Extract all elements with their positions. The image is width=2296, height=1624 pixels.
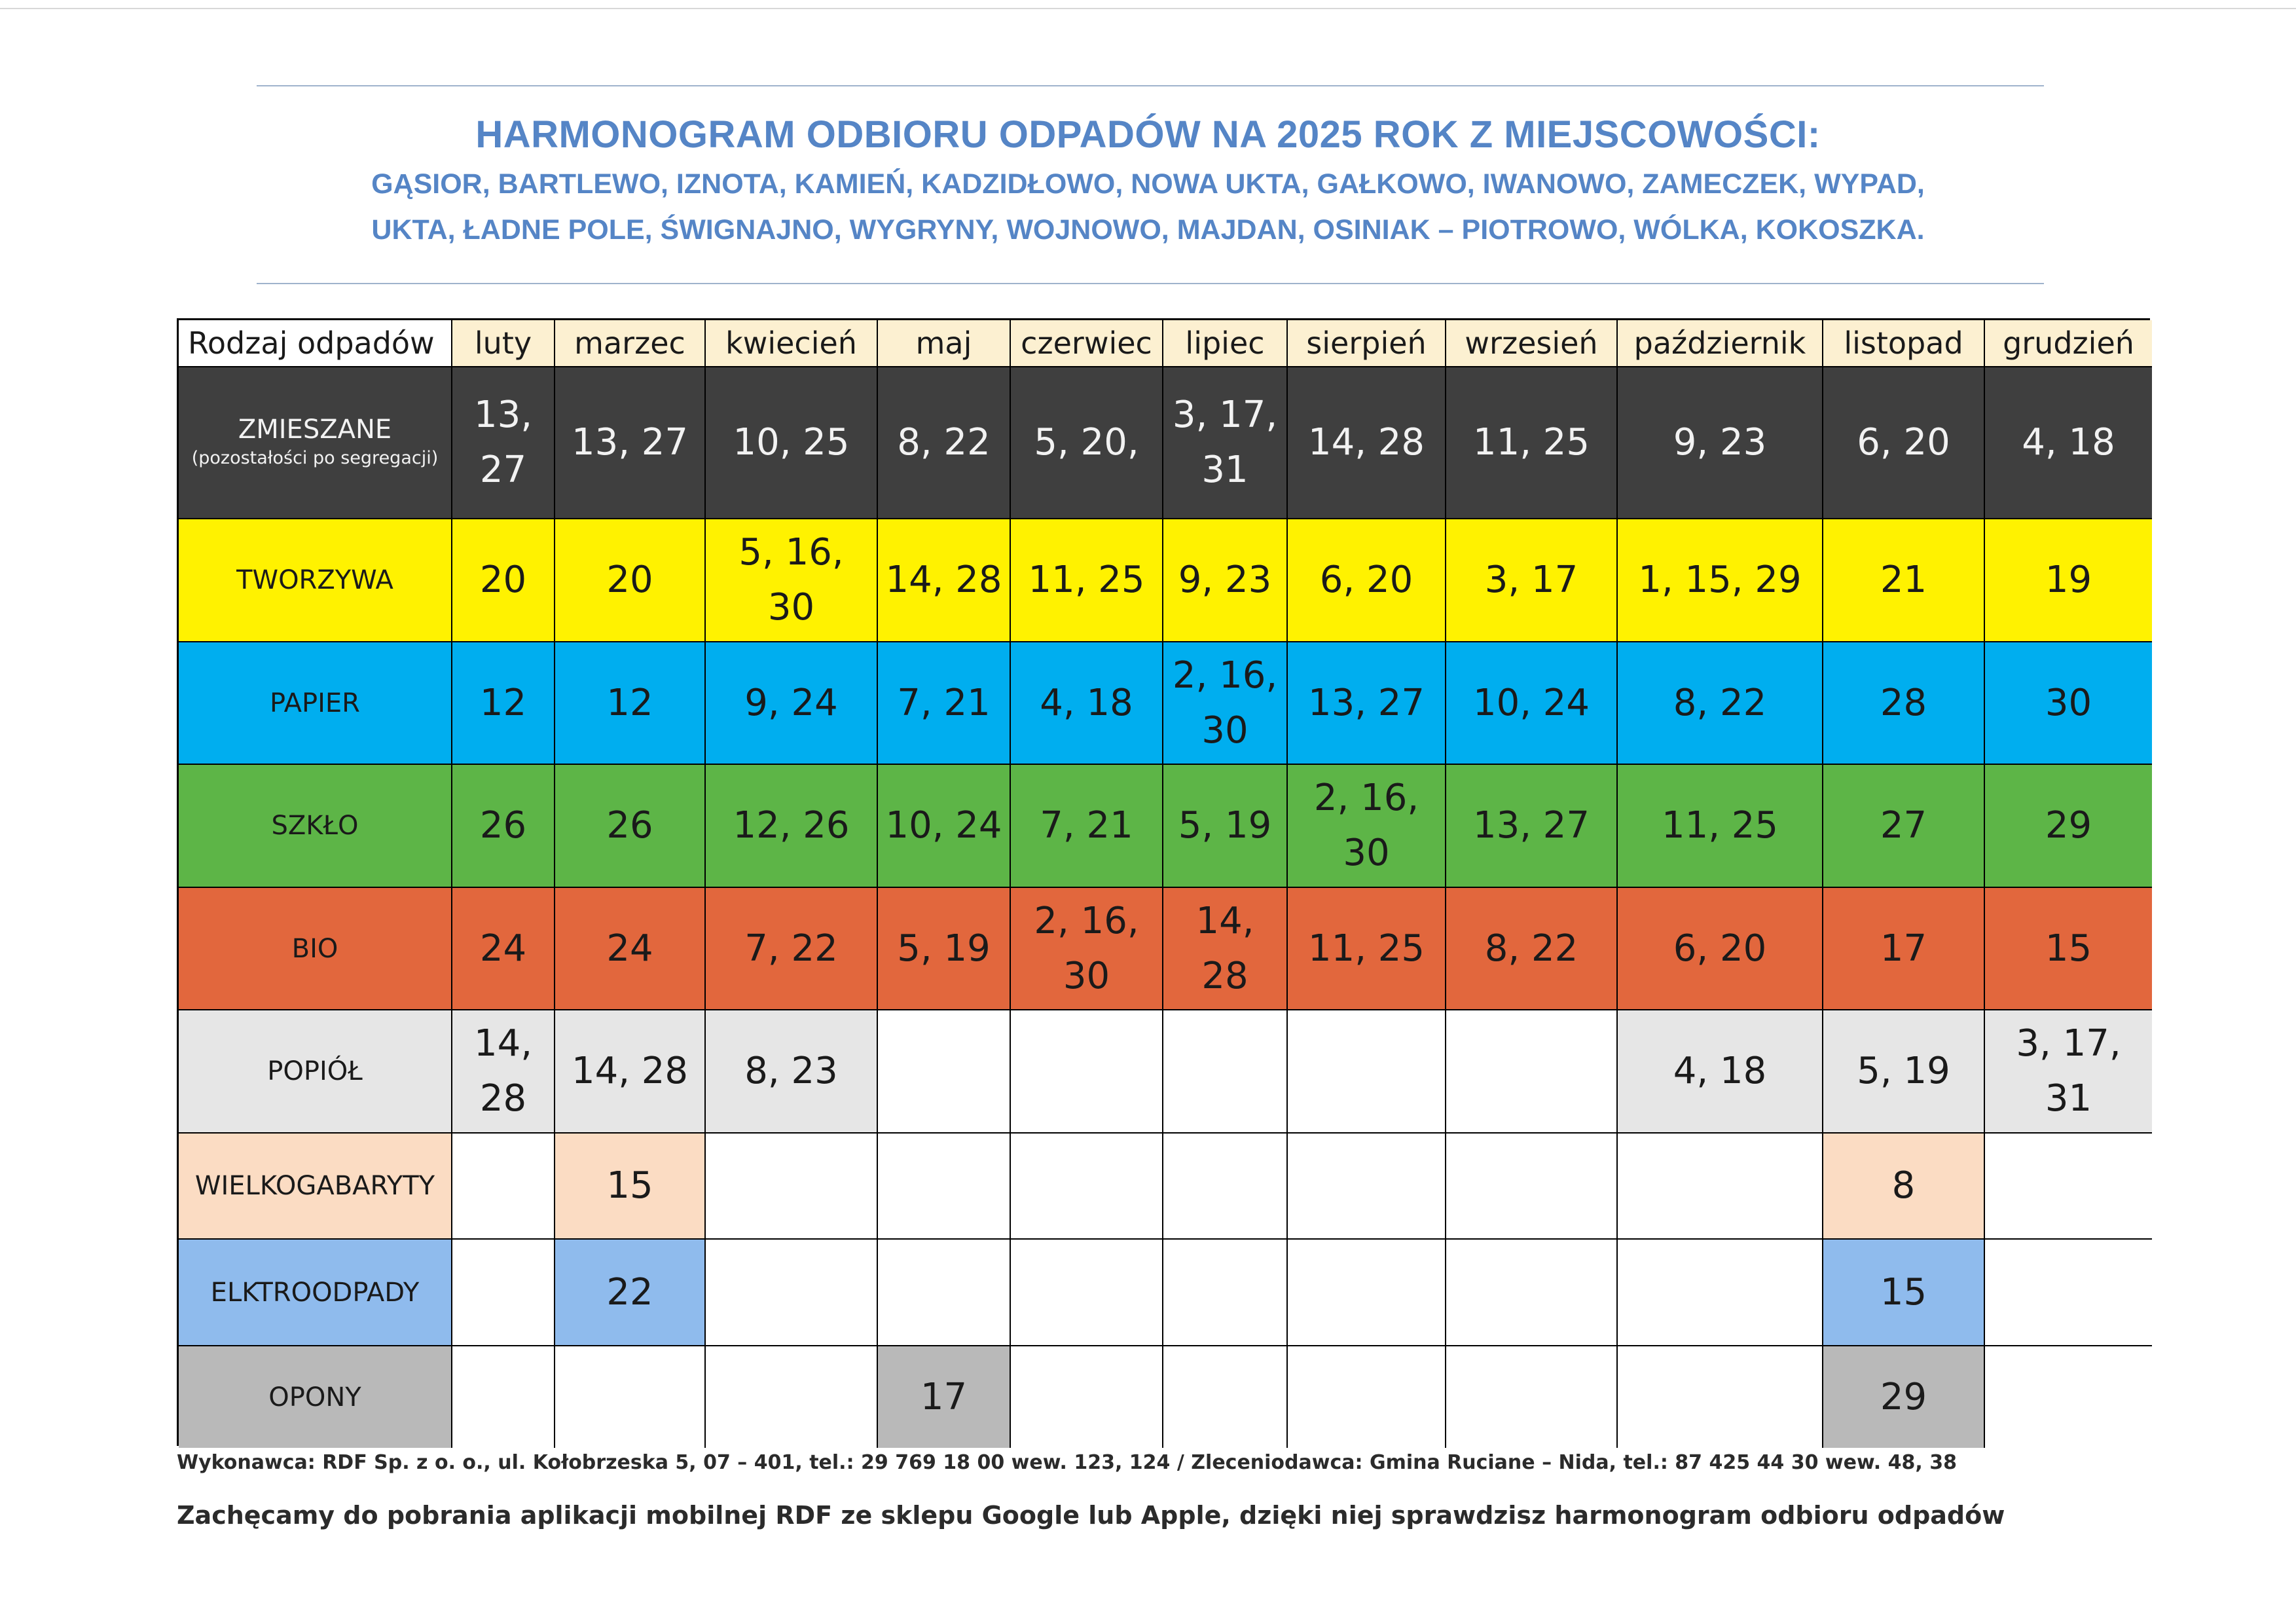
pickup-dates-bio-grudzien: 15 bbox=[1985, 888, 2152, 1010]
pickup-dates-wielkogabaryty-maj bbox=[878, 1134, 1011, 1240]
waste-type-label: WIELKOGABARYTY bbox=[194, 1171, 435, 1201]
waste-type-label: ELKTROODPADY bbox=[210, 1277, 420, 1308]
pickup-dates-zmieszane-marzec: 13, 27 bbox=[555, 367, 706, 519]
waste-type-tworzywa bbox=[179, 519, 452, 642]
pickup-dates-elektroodpady-lipiec bbox=[1163, 1240, 1288, 1346]
pickup-dates-popiol-kwiecien: 8, 23 bbox=[706, 1010, 878, 1134]
pickup-dates-papier-czerwiec: 4, 18 bbox=[1011, 642, 1163, 765]
pickup-dates-wielkogabaryty-kwiecien bbox=[706, 1134, 878, 1240]
waste-type-papier bbox=[179, 642, 452, 765]
pickup-dates-popiol-grudzien: 3, 17, 31 bbox=[1985, 1010, 2152, 1134]
pickup-dates-elektroodpady-kwiecien bbox=[706, 1240, 878, 1346]
pickup-dates-popiol-sierpien bbox=[1288, 1010, 1446, 1134]
pickup-dates-tworzywa-wrzesien: 3, 17 bbox=[1446, 519, 1618, 642]
page-title: HARMONOGRAM ODBIORU ODPADÓW NA 2025 ROK Z MIEJSCOWOŚCI: bbox=[475, 113, 1821, 156]
pickup-dates-opony-czerwiec bbox=[1011, 1346, 1163, 1448]
pickup-dates-popiol-marzec: 14, 28 bbox=[555, 1010, 706, 1134]
pickup-dates-szklo-grudzien: 29 bbox=[1985, 765, 2152, 888]
waste-collection-schedule-table bbox=[177, 318, 2150, 1446]
month-header-grudzien: grudzień bbox=[1985, 320, 2152, 367]
pickup-dates-opony-pazdziernik bbox=[1618, 1346, 1823, 1448]
waste-type-header: Rodzaj odpadów bbox=[179, 320, 452, 367]
pickup-dates-tworzywa-listopad: 21 bbox=[1823, 519, 1985, 642]
pickup-dates-zmieszane-grudzien: 4, 18 bbox=[1985, 367, 2152, 519]
pickup-dates-wielkogabaryty-grudzien bbox=[1985, 1134, 2152, 1240]
title-block bbox=[0, 110, 2296, 251]
month-header-marzec: marzec bbox=[555, 320, 706, 367]
pickup-dates-tworzywa-luty: 20 bbox=[452, 519, 555, 642]
pickup-dates-zmieszane-pazdziernik: 9, 23 bbox=[1618, 367, 1823, 519]
pickup-dates-elektroodpady-luty bbox=[452, 1240, 555, 1346]
pickup-dates-elektroodpady-czerwiec bbox=[1011, 1240, 1163, 1346]
scan-edge-line bbox=[0, 8, 2296, 9]
pickup-dates-papier-marzec: 12 bbox=[555, 642, 706, 765]
waste-type-label: PAPIER bbox=[270, 688, 360, 718]
pickup-dates-opony-wrzesien bbox=[1446, 1346, 1618, 1448]
waste-type-popiol bbox=[179, 1010, 452, 1134]
pickup-dates-bio-luty: 24 bbox=[452, 888, 555, 1010]
waste-type-elektroodpady bbox=[179, 1240, 452, 1346]
pickup-dates-szklo-wrzesien: 13, 27 bbox=[1446, 765, 1618, 888]
pickup-dates-szklo-lipiec: 5, 19 bbox=[1163, 765, 1288, 888]
pickup-dates-szklo-listopad: 27 bbox=[1823, 765, 1985, 888]
pickup-dates-wielkogabaryty-sierpien bbox=[1288, 1134, 1446, 1240]
pickup-dates-wielkogabaryty-marzec: 15 bbox=[555, 1134, 706, 1240]
pickup-dates-popiol-lipiec bbox=[1163, 1010, 1288, 1134]
pickup-dates-tworzywa-czerwiec: 11, 25 bbox=[1011, 519, 1163, 642]
pickup-dates-papier-sierpien: 13, 27 bbox=[1288, 642, 1446, 765]
pickup-dates-szklo-marzec: 26 bbox=[555, 765, 706, 888]
pickup-dates-tworzywa-maj: 14, 28 bbox=[878, 519, 1011, 642]
pickup-dates-elektroodpady-maj bbox=[878, 1240, 1011, 1346]
pickup-dates-bio-marzec: 24 bbox=[555, 888, 706, 1010]
pickup-dates-szklo-maj: 10, 24 bbox=[878, 765, 1011, 888]
pickup-dates-wielkogabaryty-czerwiec bbox=[1011, 1134, 1163, 1240]
pickup-dates-opony-grudzien bbox=[1985, 1346, 2152, 1448]
waste-type-label: TWORZYWA bbox=[236, 565, 393, 595]
waste-type-szklo bbox=[179, 765, 452, 888]
pickup-dates-papier-maj: 7, 21 bbox=[878, 642, 1011, 765]
pickup-dates-bio-wrzesien: 8, 22 bbox=[1446, 888, 1618, 1010]
pickup-dates-popiol-wrzesien bbox=[1446, 1010, 1618, 1134]
month-header-luty: luty bbox=[452, 320, 555, 367]
localities-line-2: UKTA, ŁADNE POLE, ŚWIGNAJNO, WYGRYNY, WOJNOWO, MAJDAN, OSINIAK – PIOTROWO, WÓLKA, KOKOSZKA. bbox=[371, 214, 1925, 246]
pickup-dates-opony-luty bbox=[452, 1346, 555, 1448]
month-header-pazdziernik: październik bbox=[1618, 320, 1823, 367]
pickup-dates-elektroodpady-pazdziernik bbox=[1618, 1240, 1823, 1346]
waste-type-label: BIO bbox=[291, 933, 338, 964]
pickup-dates-opony-kwiecien bbox=[706, 1346, 878, 1448]
pickup-dates-popiol-listopad: 5, 19 bbox=[1823, 1010, 1985, 1134]
waste-type-bio bbox=[179, 888, 452, 1010]
pickup-dates-wielkogabaryty-wrzesien bbox=[1446, 1134, 1618, 1240]
pickup-dates-elektroodpady-wrzesien bbox=[1446, 1240, 1618, 1346]
pickup-dates-zmieszane-maj: 8, 22 bbox=[878, 367, 1011, 519]
pickup-dates-popiol-maj bbox=[878, 1010, 1011, 1134]
pickup-dates-papier-grudzien: 30 bbox=[1985, 642, 2152, 765]
waste-type-sublabel: (pozostałości po segregacji) bbox=[191, 448, 439, 468]
pickup-dates-elektroodpady-marzec: 22 bbox=[555, 1240, 706, 1346]
pickup-dates-bio-listopad: 17 bbox=[1823, 888, 1985, 1010]
pickup-dates-popiol-pazdziernik: 4, 18 bbox=[1618, 1010, 1823, 1134]
pickup-dates-zmieszane-listopad: 6, 20 bbox=[1823, 367, 1985, 519]
pickup-dates-szklo-luty: 26 bbox=[452, 765, 555, 888]
pickup-dates-zmieszane-kwiecien: 10, 25 bbox=[706, 367, 878, 519]
pickup-dates-wielkogabaryty-pazdziernik bbox=[1618, 1134, 1823, 1240]
pickup-dates-bio-maj: 5, 19 bbox=[878, 888, 1011, 1010]
pickup-dates-elektroodpady-sierpien bbox=[1288, 1240, 1446, 1346]
pickup-dates-papier-listopad: 28 bbox=[1823, 642, 1985, 765]
waste-type-opony bbox=[179, 1346, 452, 1448]
month-header-czerwiec: czerwiec bbox=[1011, 320, 1163, 367]
waste-type-label: ZMIESZANE bbox=[238, 415, 392, 445]
pickup-dates-papier-lipiec: 2, 16, 30 bbox=[1163, 642, 1288, 765]
contractor-info: Wykonawca: RDF Sp. z o. o., ul. Kołobrzeska 5, 07 – 401, tel.: 29 769 18 00 wew. 123, 124 / Zleceniodawca: Gmina Ruciane – Nida, tel.: 87 425 44 30 wew. 48, 38 bbox=[177, 1451, 1957, 1474]
pickup-dates-zmieszane-lipiec: 3, 17, 31 bbox=[1163, 367, 1288, 519]
pickup-dates-popiol-czerwiec bbox=[1011, 1010, 1163, 1134]
pickup-dates-opony-lipiec bbox=[1163, 1346, 1288, 1448]
month-header-listopad: listopad bbox=[1823, 320, 1985, 367]
pickup-dates-opony-listopad: 29 bbox=[1823, 1346, 1985, 1448]
month-header-maj: maj bbox=[878, 320, 1011, 367]
waste-type-wielkogabaryty bbox=[179, 1134, 452, 1240]
pickup-dates-zmieszane-sierpien: 14, 28 bbox=[1288, 367, 1446, 519]
pickup-dates-tworzywa-marzec: 20 bbox=[555, 519, 706, 642]
month-header-kwiecien: kwiecień bbox=[706, 320, 878, 367]
pickup-dates-tworzywa-pazdziernik: 1, 15, 29 bbox=[1618, 519, 1823, 642]
pickup-dates-elektroodpady-listopad: 15 bbox=[1823, 1240, 1985, 1346]
pickup-dates-opony-marzec bbox=[555, 1346, 706, 1448]
pickup-dates-szklo-czerwiec: 7, 21 bbox=[1011, 765, 1163, 888]
pickup-dates-zmieszane-luty: 13, 27 bbox=[452, 367, 555, 519]
waste-type-zmieszane bbox=[179, 367, 452, 519]
pickup-dates-tworzywa-lipiec: 9, 23 bbox=[1163, 519, 1288, 642]
waste-type-label: POPIÓŁ bbox=[267, 1056, 363, 1086]
pickup-dates-bio-czerwiec: 2, 16, 30 bbox=[1011, 888, 1163, 1010]
pickup-dates-szklo-kwiecien: 12, 26 bbox=[706, 765, 878, 888]
pickup-dates-zmieszane-czerwiec: 5, 20, bbox=[1011, 367, 1163, 519]
pickup-dates-papier-luty: 12 bbox=[452, 642, 555, 765]
pickup-dates-tworzywa-kwiecien: 5, 16, 30 bbox=[706, 519, 878, 642]
pickup-dates-bio-kwiecien: 7, 22 bbox=[706, 888, 878, 1010]
pickup-dates-zmieszane-wrzesien: 11, 25 bbox=[1446, 367, 1618, 519]
pickup-dates-bio-sierpien: 11, 25 bbox=[1288, 888, 1446, 1010]
pickup-dates-popiol-luty: 14, 28 bbox=[452, 1010, 555, 1134]
pickup-dates-papier-kwiecien: 9, 24 bbox=[706, 642, 878, 765]
month-header-wrzesien: wrzesień bbox=[1446, 320, 1618, 367]
pickup-dates-wielkogabaryty-listopad: 8 bbox=[1823, 1134, 1985, 1240]
pickup-dates-szklo-pazdziernik: 11, 25 bbox=[1618, 765, 1823, 888]
pickup-dates-tworzywa-sierpien: 6, 20 bbox=[1288, 519, 1446, 642]
pickup-dates-elektroodpady-grudzien bbox=[1985, 1240, 2152, 1346]
pickup-dates-wielkogabaryty-luty bbox=[452, 1134, 555, 1240]
month-header-lipiec: lipiec bbox=[1163, 320, 1288, 367]
pickup-dates-szklo-sierpien: 2, 16, 30 bbox=[1288, 765, 1446, 888]
title-top-rule bbox=[257, 85, 2044, 86]
waste-type-label: SZKŁO bbox=[271, 811, 359, 841]
mobile-app-note: Zachęcamy do pobrania aplikacji mobilnej RDF ze sklepu Google lub Apple, dzięki niej sprawdzisz harmonogram odbioru odpadów bbox=[177, 1501, 2005, 1530]
localities-line-1: GĄSIOR, BARTLEWO, IZNOTA, KAMIEŃ, KADZIDŁOWO, NOWA UKTA, GAŁKOWO, IWANOWO, ZAMECZEK, WYPAD, bbox=[371, 168, 1925, 200]
pickup-dates-bio-lipiec: 14, 28 bbox=[1163, 888, 1288, 1010]
pickup-dates-papier-pazdziernik: 8, 22 bbox=[1618, 642, 1823, 765]
month-header-sierpien: sierpień bbox=[1288, 320, 1446, 367]
title-bottom-rule bbox=[257, 283, 2044, 284]
pickup-dates-wielkogabaryty-lipiec bbox=[1163, 1134, 1288, 1240]
pickup-dates-tworzywa-grudzien: 19 bbox=[1985, 519, 2152, 642]
pickup-dates-papier-wrzesien: 10, 24 bbox=[1446, 642, 1618, 765]
pickup-dates-opony-sierpien bbox=[1288, 1346, 1446, 1448]
pickup-dates-opony-maj: 17 bbox=[878, 1346, 1011, 1448]
pickup-dates-bio-pazdziernik: 6, 20 bbox=[1618, 888, 1823, 1010]
waste-type-label: OPONY bbox=[268, 1382, 361, 1412]
